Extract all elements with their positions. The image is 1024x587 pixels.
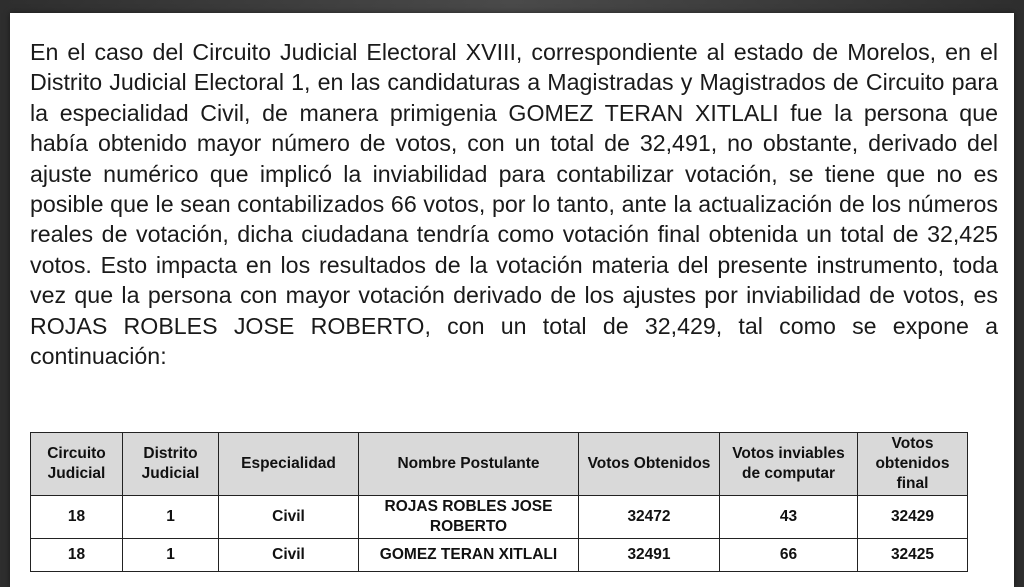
table-header-row [31, 433, 968, 496]
cell-circuito: 18 [31, 539, 123, 572]
cell-especialidad: Civil [219, 496, 359, 539]
votes-table [30, 432, 968, 572]
header-nombre: Nombre Postulante [359, 433, 579, 496]
cell-distrito: 1 [123, 496, 219, 539]
header-votos: Votos Obtenidos [579, 433, 720, 496]
table-row [31, 496, 968, 539]
cell-inviables: 43 [720, 496, 858, 539]
body-paragraph: En el caso del Circuito Judicial Electoral XVIII, correspondiente al estado de Morelos, en el Distrito Judicial Electoral 1, en las candidaturas a Magistradas y Magistrados de Circuito para la especialidad Civil, de manera primigenia GOMEZ TERAN XITLALI fue la persona que había obtenido mayor número de votos, con un total de 32,491, no obstante, derivado del ajuste numérico que implicó la inviabilidad para contabilizar votación, se tiene que no es posible que le sean contabilizados 66 votos, por lo tanto, ante la actualización de los números reales de votación, dicha ciudadana tendría como votación final obtenida un total de 32,425 votos. Esto impacta en los resultados de la votación materia del presente instrumento, toda vez que la persona con mayor votación derivado de los ajustes por inviabilidad de votos, es ROJAS ROBLES JOSE ROBERTO, con un total de 32,429, tal como se expone a continuación: [30, 39, 998, 370]
header-circuito: Circuito Judicial [31, 433, 123, 496]
document-page [10, 13, 1014, 587]
cell-inviables: 66 [720, 539, 858, 572]
header-inviables: Votos inviables de computar [720, 433, 858, 496]
header-especialidad: Especialidad [219, 433, 359, 496]
cell-nombre: GOMEZ TERAN XITLALI [359, 539, 579, 572]
header-final: Votos obtenidos final [858, 433, 968, 496]
cell-votos: 32472 [579, 496, 720, 539]
cell-circuito: 18 [31, 496, 123, 539]
cell-final: 32425 [858, 539, 968, 572]
cell-final: 32429 [858, 496, 968, 539]
cell-nombre: ROJAS ROBLES JOSE ROBERTO [359, 496, 579, 539]
cell-votos: 32491 [579, 539, 720, 572]
table-row [31, 539, 968, 572]
cell-especialidad: Civil [219, 539, 359, 572]
cell-distrito: 1 [123, 539, 219, 572]
header-distrito: Distrito Judicial [123, 433, 219, 496]
